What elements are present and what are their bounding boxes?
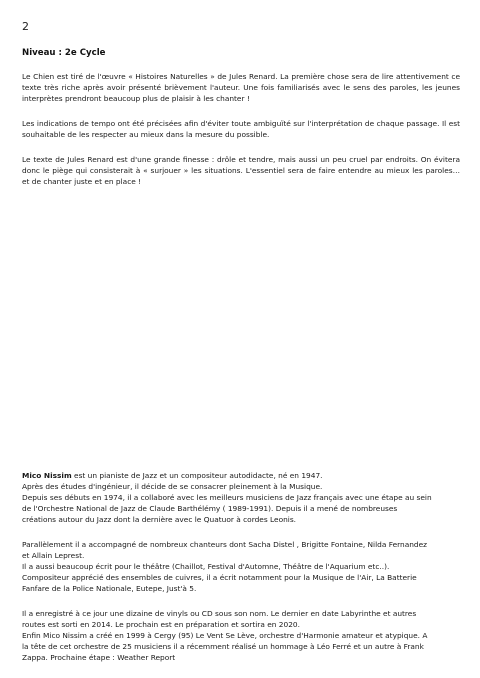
bio-paragraph [22,470,460,525]
intro-text [22,71,460,201]
intro-paragraph: Les indications de tempo ont été précisées afin d'éviter toute ambiguïté sur l'interprétation de chaque passage. Il est souhaitable de les respecter au mieux dans la mesure du possible. [22,119,460,139]
bio-line [22,470,460,481]
bio-line: créations autour du Jazz dont la dernière avec le Quatuor à cordes Leonis. [22,515,297,524]
composer-name: Mico Nissim [22,471,72,480]
bio-line: Zappa. Prochaine étape : Weather Report [22,653,176,662]
bio-line: routes est sorti en 2014. Le prochain est en préparation et sortira en 2020. [22,620,300,629]
intro-paragraph: Le texte de Jules Renard est d'une grande finesse : drôle et tendre, mais aussi un peu cruel par endroits. On évitera donc le piège qui consisterait à « surjouer » les situations. L'essentiel sera de faire entendre au mieux les paroles… et de chanter juste et en place ! [22,155,460,186]
bio-line: Fanfare de la Police Nationale, Eutepe, Just'à 5. [22,584,197,593]
intro-paragraph: Le Chien est tiré de l'œuvre « Histoires Naturelles » de Jules Renard. La première chose sera de lire attentivement ce texte très riche après avoir présenté brièvement l'auteur. Une fois familiarisés avec le sens des paroles, les jeunes interprètes prendront beaucoup plus de plaisir à les chanter ! [22,72,460,103]
bio-intro-text: est un pianiste de Jazz et un compositeur autodidacte, né en 1947. [71,471,323,480]
bio-line: Parallèlement il a accompagné de nombreux chanteurs dont Sacha Distel , Brigitte Fontaine, Nilda Fernandez [22,540,428,549]
bio-line: Il a aussi beaucoup écrit pour le théâtre (Chaillot, Festival d'Automne, Théâtre de l'Aquarium etc..). [22,562,390,571]
bio-line: Après des études d'ingénieur, il décide de se consacrer pleinement à la Musique. [22,482,323,491]
bio-paragraph [22,608,460,663]
bio-paragraph [22,539,460,594]
composer-biography [22,470,460,663]
bio-line: Compositeur apprécié des ensembles de cuivres, il a écrit notamment pour la Musique de l'Air, La Batterie [22,573,417,582]
level-heading: Niveau : 2e Cycle [22,48,106,58]
bio-line: de l'Orchestre National de Jazz de Claude Barthélémy ( 1989-1991). Depuis il a mené de nombreuses [22,504,398,513]
bio-line: Enfin Mico Nissim a créé en 1999 à Cergy (95) Le Vent Se Lève, orchestre d'Harmonie amateur et atypique. A [22,631,428,640]
bio-line: et Allain Leprest. [22,551,85,560]
page-number: 2 [22,20,29,33]
bio-line: Il a enregistré à ce jour une dizaine de vinyls ou CD sous son nom. Le dernier en date Labyrinthe et autres [22,609,417,618]
bio-line: la tête de cet orchestre de 25 musiciens il a récemment réalisé un hommage à Léo Ferré et un autre à Frank [22,642,424,651]
bio-line: Depuis ses débuts en 1974, il a collaboré avec les meilleurs musiciens de Jazz français avec une étape au sein [22,493,432,502]
